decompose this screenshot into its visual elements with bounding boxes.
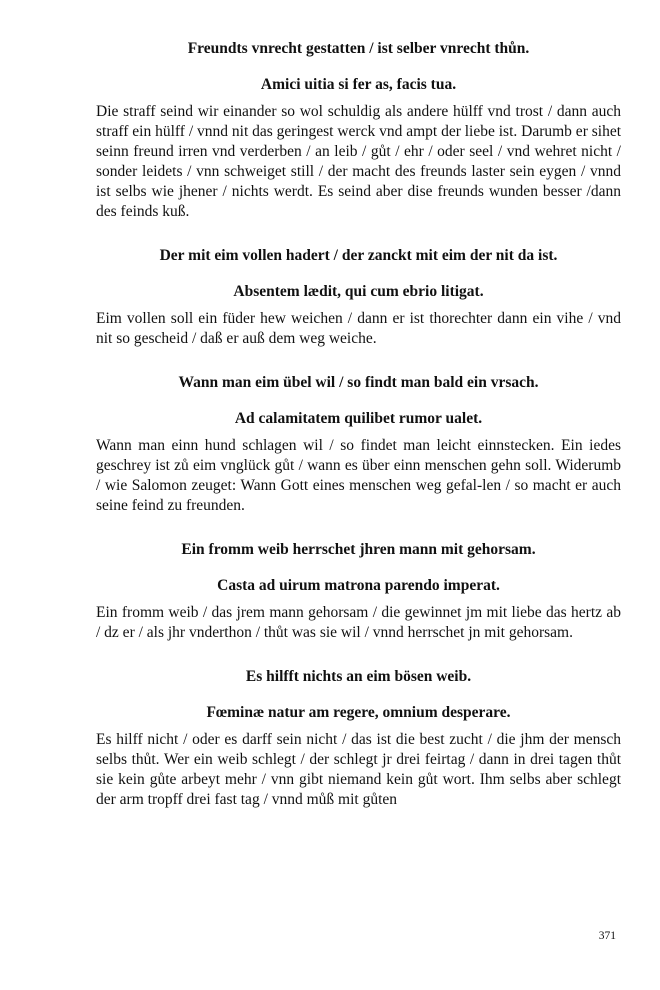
commentary-text: Eim vollen soll ein füder hew weichen / dann er ist thorechter dann ein vihe / vnd nit so gescheid / daß er auß dem weg weiche. [96, 310, 621, 347]
german-heading: Der mit eim vollen hadert / der zanckt mit eim der nit da ist. [159, 247, 558, 264]
proverb-entry-2 [96, 245, 621, 349]
latin-heading: Ad calamitatem quilibet rumor ualet. [234, 410, 483, 427]
commentary-text: Es hilff nicht / oder es darff sein nicht / das ist die best zucht / die jhm der mensch selbs thůt. Wer ein weib schlegt / der schlegt jr drei feirtag / dann in drei tagen thůt sie kein gůte arbeyt mehr / vnn gibt niemand kein gůt wort. Ihm selbs aber schlegt der arm tropff drei fast tag / vnnd můß mit gůten [96, 731, 621, 808]
latin-heading: Fœminæ natur am regere, omnium desperare. [206, 704, 511, 721]
page-content [96, 38, 621, 833]
german-heading: Ein fromm weib herrschet jhren mann mit gehorsam. [181, 541, 536, 558]
german-heading: Freundts vnrecht gestatten / ist selber vnrecht thůn. [187, 40, 530, 57]
commentary-text: Ein fromm weib / das jrem mann gehorsam / die gewinnet jm mit liebe das hertz ab / dz er / als jhr vnderthon / thůt was sie wil / vnnd herrschet jn mit gehorsam. [96, 604, 621, 641]
latin-heading: Absentem lædit, qui cum ebrio litigat. [233, 283, 484, 300]
proverb-entry-3 [96, 372, 621, 516]
commentary-text: Wann man einn hund schlagen wil / so findet man leicht einnstecken. Ein iedes geschrey ist zů eim vnglück gůt / wann es über einn menschen gehn soll. Widerumb / wie Salomon zeuget: Wann Gott eines menschen weg gefal-len / so macht er auch seine feind zu freunden. [96, 437, 621, 514]
commentary-text: Die straff seind wir einander so wol schuldig als andere hülff vnd trost / dann auch straff ein hülff / vnnd nit das geringest werck vnd ampt der liebe ist. Darumb er sihet seinn freund irren vnd verderben / an leib / gůt / ehr / oder seel / vnd wehret nicht / sonder leidets / vnn schweiget still / der macht des freunds laster sein eygen / vnnd ist selbs wie jhener / nichts werdt. Es seind aber dise freunds wunden besser /dann des feinds kuß. [96, 103, 622, 220]
proverb-entry-5 [96, 666, 621, 810]
latin-heading: Amici uitia si fer as, facis tua. [260, 76, 457, 93]
german-heading: Wann man eim übel wil / so findt man bald ein vrsach. [178, 374, 539, 391]
page-number: 371 [598, 930, 616, 942]
proverb-entry-4 [96, 539, 621, 643]
latin-heading: Casta ad uirum matrona parendo imperat. [217, 577, 500, 594]
german-heading: Es hilfft nichts an eim bösen weib. [245, 668, 472, 685]
proverb-entry-1 [96, 38, 621, 222]
